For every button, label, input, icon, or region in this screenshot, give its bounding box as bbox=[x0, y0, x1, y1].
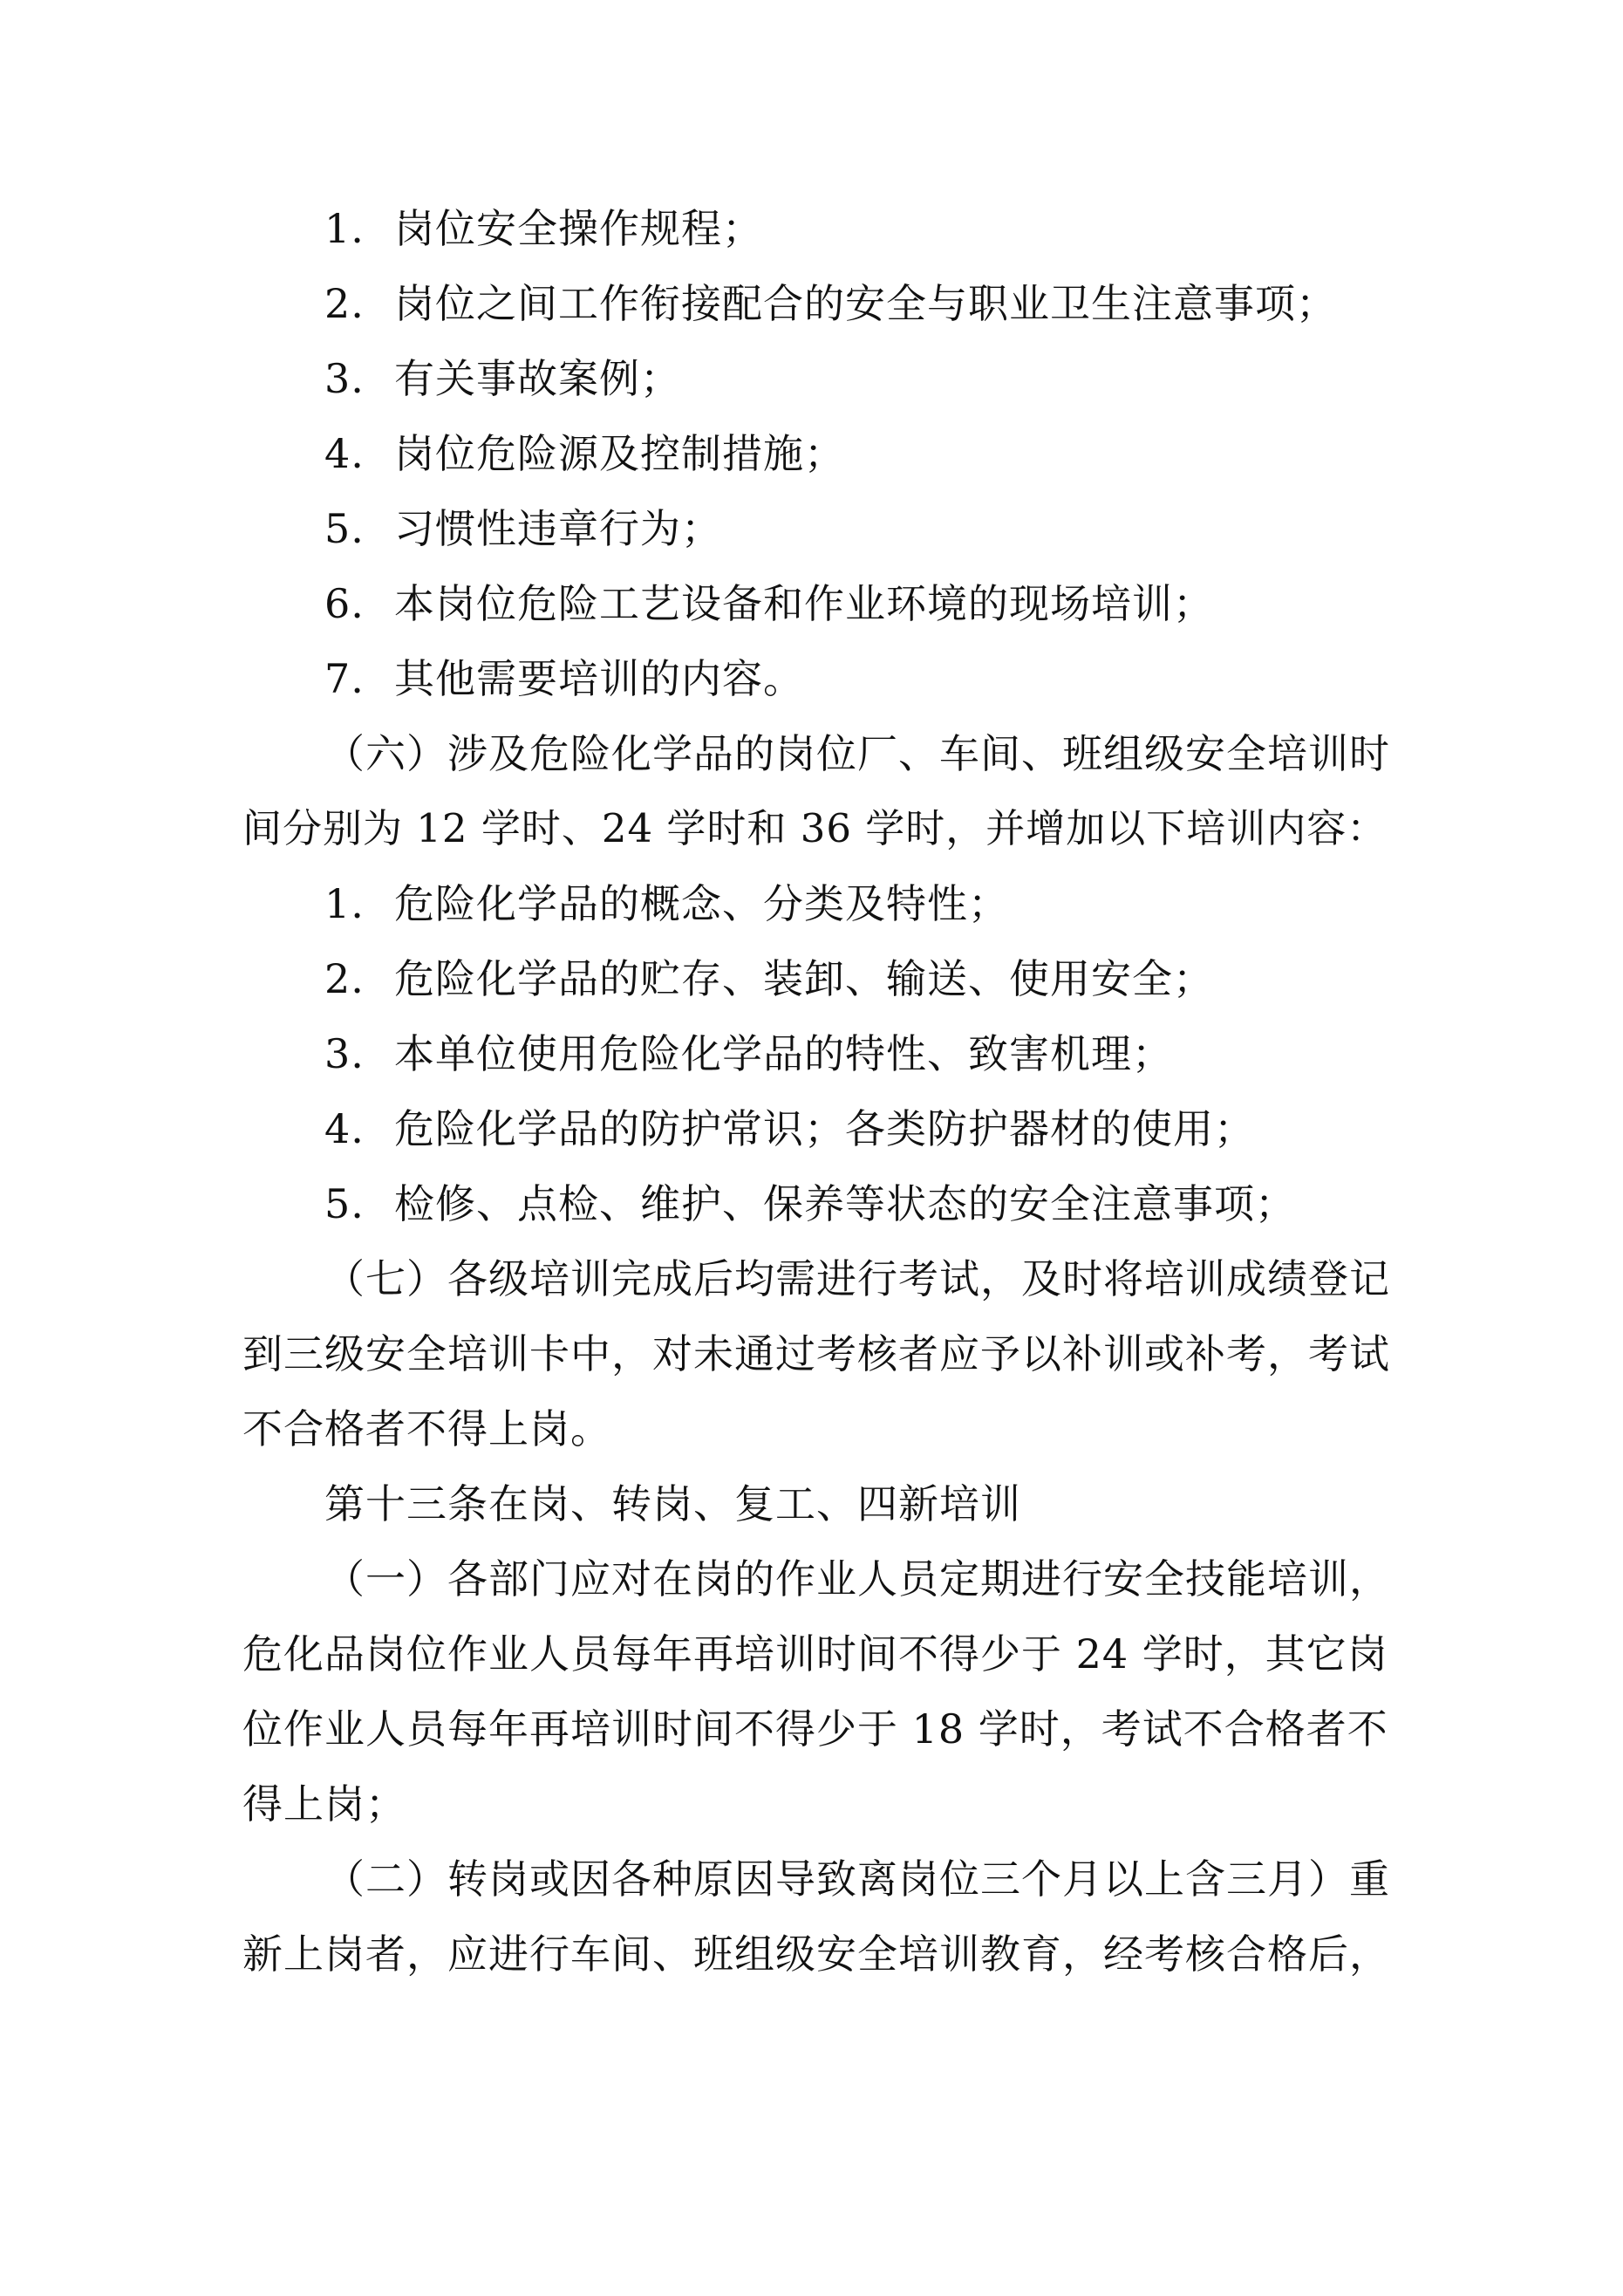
paragraph-two-line-2: 新上岗者，应进行车间、班组级安全培训教育，经考核合格后， bbox=[242, 1930, 1390, 1978]
list-item-number: 2. bbox=[324, 955, 365, 1002]
list-item bbox=[324, 202, 763, 255]
paragraph-seven-line-2: 到三级安全培训卡中，对未通过考核者应予以补训或补考，考试 bbox=[242, 1330, 1390, 1377]
list-item-text: 有关事故案例； bbox=[394, 355, 681, 402]
list-item bbox=[324, 427, 845, 480]
list-item bbox=[324, 577, 1214, 630]
list-item bbox=[324, 1103, 1255, 1155]
list-item-number: 7. bbox=[324, 655, 365, 702]
list-item bbox=[324, 277, 1337, 330]
list-item-text: 岗位之间工作衔接配合的安全与职业卫生注意事项； bbox=[394, 280, 1337, 327]
paragraph-seven-line-3: 不合格者不得上岗。 bbox=[242, 1405, 611, 1452]
list-item-text: 危险化学品的防护常识；各类防护器材的使用； bbox=[394, 1105, 1255, 1152]
list-item-text: 岗位安全操作规程； bbox=[394, 205, 763, 252]
list-item-number: 4. bbox=[324, 430, 365, 477]
list-item-text: 检修、点检、维护、保养等状态的安全注意事项； bbox=[394, 1180, 1296, 1227]
list-item-number: 6. bbox=[324, 580, 365, 627]
list-item bbox=[324, 352, 681, 405]
list-item-text: 危险化学品的概念、分类及特性； bbox=[394, 880, 1009, 927]
list-item-number: 5. bbox=[324, 1180, 365, 1227]
paragraph-one-line-3: 位作业人员每年再培训时间不得少于 18 学时，考试不合格者不 bbox=[242, 1705, 1388, 1753]
list-item-number: 2. bbox=[324, 280, 365, 327]
paragraph-one-line-1: （一）各部门应对在岗的作业人员定期进行安全技能培训， bbox=[324, 1555, 1390, 1602]
list-item-number: 4. bbox=[324, 1105, 365, 1152]
paragraph-six-line-2: 间分别为 12 学时、24 学时和 36 学时，并增加以下培训内容： bbox=[242, 805, 1388, 851]
paragraph-two-line-1: （二）转岗或因各种原因导致离岗位三个月以上含三月）重 bbox=[324, 1855, 1390, 1903]
list-item-text: 其他需要培训的内容。 bbox=[394, 655, 804, 702]
paragraph-seven-line-1: （七）各级培训完成后均需进行考试，及时将培训成绩登记 bbox=[324, 1255, 1390, 1302]
list-item bbox=[324, 502, 722, 555]
list-item-text: 习惯性违章行为； bbox=[394, 505, 722, 552]
list-item-text: 岗位危险源及控制措施； bbox=[394, 430, 845, 477]
list-item-number: 1. bbox=[324, 205, 365, 252]
list-item-text: 本单位使用危险化学品的特性、致害机理； bbox=[394, 1030, 1173, 1077]
list-item bbox=[324, 878, 1009, 930]
paragraph-six-line-1: （六）涉及危险化学品的岗位厂、车间、班组级安全培训时 bbox=[324, 730, 1390, 777]
paragraph-one-line-2: 危化品岗位作业人员每年再培训时间不得少于 24 学时，其它岗 bbox=[242, 1630, 1388, 1678]
list-item-number: 3. bbox=[324, 1030, 365, 1077]
list-item-number: 1. bbox=[324, 880, 365, 927]
list-item-text: 本岗位危险工艺设备和作业环境的现场培训； bbox=[394, 580, 1214, 627]
article-13-heading: 第十三条在岗、转岗、复工、四新培训 bbox=[324, 1480, 1021, 1527]
list-item-number: 5. bbox=[324, 505, 365, 552]
list-item bbox=[324, 1178, 1296, 1230]
list-item bbox=[324, 1028, 1173, 1080]
list-item bbox=[324, 953, 1214, 1005]
paragraph-one-line-4: 得上岗； bbox=[242, 1780, 406, 1828]
list-item-number: 3. bbox=[324, 355, 365, 402]
list-item-text: 危险化学品的贮存、装卸、输送、使用安全； bbox=[394, 955, 1214, 1002]
list-item bbox=[324, 653, 804, 705]
